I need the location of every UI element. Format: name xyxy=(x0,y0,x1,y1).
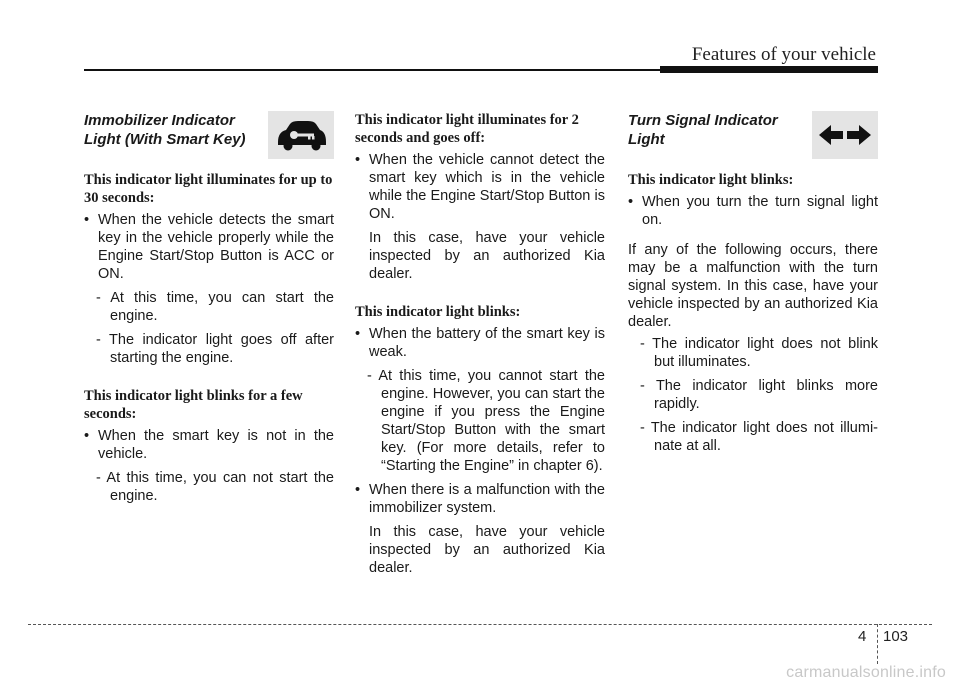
page-number-divider xyxy=(877,624,878,664)
section-header-title: Features of your vehicle xyxy=(691,44,876,65)
bullet-cannot-detect: • When the vehicle cannot detect the smart key which is in the vehicle while the Engine Start/Stop Button is ON. xyxy=(355,151,605,223)
column-immobilizer xyxy=(84,111,334,511)
car-key-icon xyxy=(268,111,334,159)
immobilizer-dash-cannot-start: - At this time, you can not start the engine. xyxy=(96,470,334,504)
page-number: 103 xyxy=(883,628,909,645)
dash-cannot-start-engine: - At this time, you cannot start the engine. However, you can start the engine if you press the Engine Start/Stop Button with the smart key. (For more details, refer to “Starting the Engine” in chapter 6). xyxy=(367,368,605,474)
footer-rule xyxy=(28,624,932,625)
turn-signal-title: Turn Signal Indicator Light xyxy=(628,112,778,148)
turn-signal-dash-illuminates: - The indicator light does not blink but illuminates. xyxy=(640,336,878,370)
turn-signal-dash-rapidly: - The indicator light blinks more rapidly. xyxy=(640,378,878,412)
bullet-battery-weak: • When the battery of the smart key is weak. xyxy=(355,325,605,361)
immobilizer-bullet-not-in-vehicle: • When the smart key is not in the vehicle. xyxy=(84,427,334,463)
column-immobilizer-cont xyxy=(355,111,605,583)
blinks-heading: This indicator light blinks: xyxy=(355,304,521,320)
turn-signal-malfunction-paragraph: If any of the following occurs, there may be a malfunction with the turn signal system. In this case, have your vehicle inspected by an authorized Kia dealer. xyxy=(628,242,878,330)
turn-signal-heading xyxy=(628,111,878,163)
illuminates-2sec-heading: This indicator light illuminates for 2 seconds and goes off: xyxy=(355,112,579,146)
immobilizer-blinks-heading: This indicator light blinks for a few seconds: xyxy=(84,388,303,422)
immobilizer-illuminates-heading: This indicator light illuminates for up to 30 seconds: xyxy=(84,172,333,206)
immobilizer-heading xyxy=(84,111,334,163)
immobilizer-dash-start: - At this time, you can start the engine. xyxy=(96,290,334,324)
turn-signal-dash-not-illuminate: - The indicator light does not illumi-nate at all. xyxy=(640,420,878,454)
turn-signal-blinks-heading: This indicator light blinks: xyxy=(628,172,794,188)
note-inspect-dealer-2: In this case, have your vehicle inspected by an authorized Kia dealer. xyxy=(369,524,605,576)
turn-signal-arrows-icon xyxy=(812,111,878,159)
turn-signal-bullet-on: • When you turn the turn signal light on. xyxy=(628,193,878,229)
header-tab-bar xyxy=(660,66,878,73)
bullet-malfunction: • When there is a malfunction with the immobilizer system. xyxy=(355,481,605,517)
immobilizer-title: Immobilizer Indicator Light (With Smart Key) xyxy=(84,112,246,148)
chapter-number: 4 xyxy=(858,628,867,645)
immobilizer-dash-goes-off: - The indicator light goes off after starting the engine. xyxy=(96,332,334,366)
column-turn-signal xyxy=(628,111,878,461)
immobilizer-bullet-detect: • When the vehicle detects the smart key in the vehicle properly while the Engine Start/Stop Button is ACC or ON. xyxy=(84,211,334,283)
note-inspect-dealer-1: In this case, have your vehicle inspected by an authorized Kia dealer. xyxy=(369,230,605,282)
watermark: carmanualsonline.info xyxy=(786,664,946,681)
